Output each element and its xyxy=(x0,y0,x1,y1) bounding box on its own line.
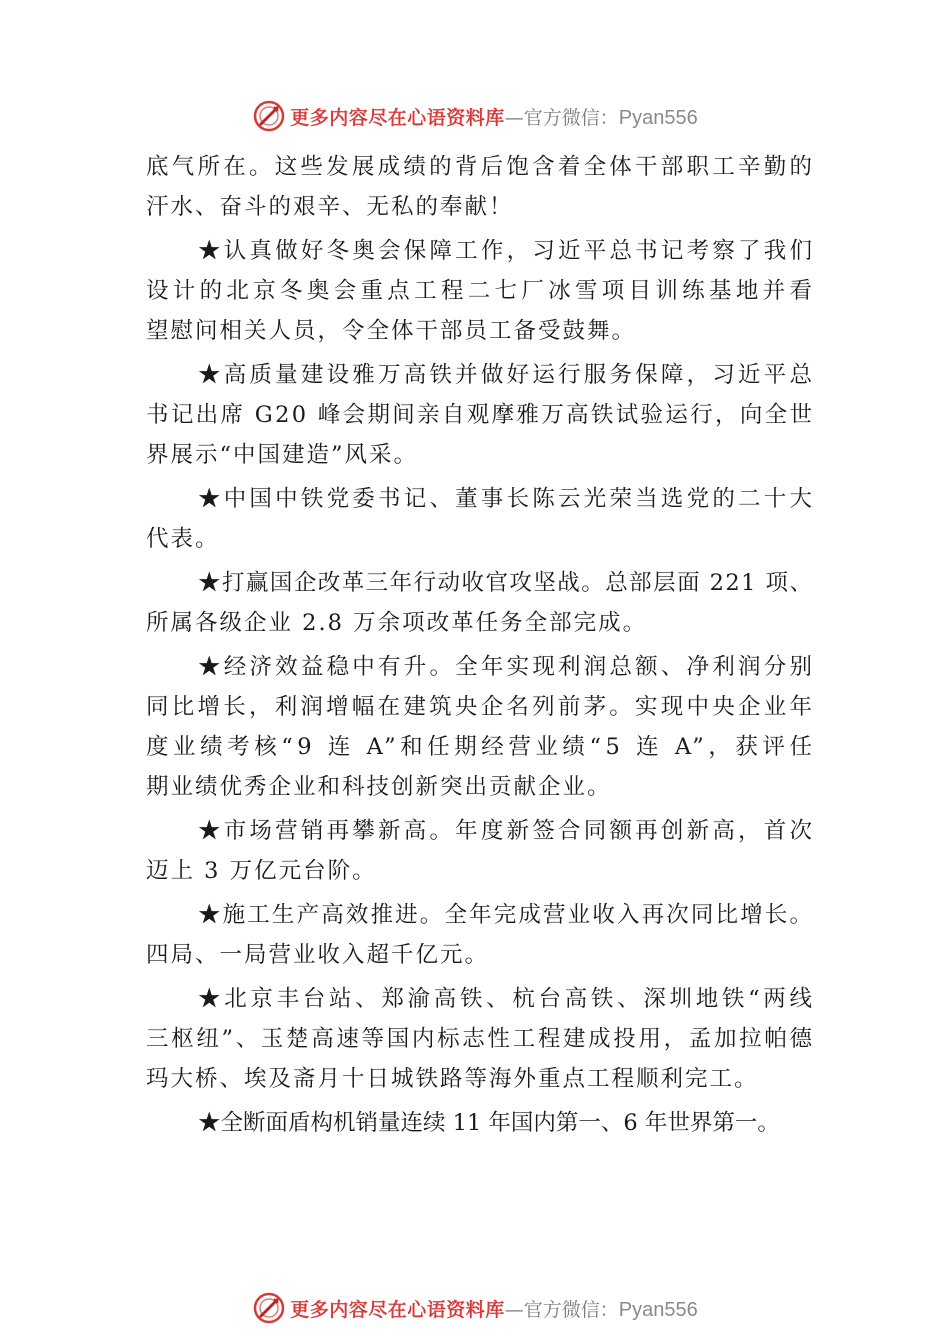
text-line: 期业绩优秀企业和科技创新突出贡献企业。 xyxy=(146,774,612,800)
text-line: 代表。 xyxy=(146,526,220,552)
header-brand-text: 更多内容尽在心语资料库 xyxy=(290,106,505,129)
text-line: ★施工生产高效推进。全年完成营业收入再次同比增长。 xyxy=(198,902,815,928)
footer-contact-text: —官方微信：Pyan556 xyxy=(504,1298,698,1321)
header-wechat-id: Pyan556 xyxy=(618,106,698,129)
text-line: ★北京丰台站、郑渝高铁、杭台高铁、深圳地铁“两线 xyxy=(198,986,816,1012)
text-line: ★高质量建设雅万高铁并做好运行服务保障，习近平总 xyxy=(198,362,816,388)
text-line: 迈上 3 万亿元台阶。 xyxy=(146,858,377,884)
brand-logo-icon xyxy=(252,1291,286,1325)
text-line: 同比增长，利润增幅在建筑央企名列前茅。实现中央企业年 xyxy=(146,694,816,720)
brand-logo-icon xyxy=(252,99,286,133)
footer-brand-text: 更多内容尽在心语资料库 xyxy=(290,1298,505,1321)
text-line: 玛大桥、埃及斋月十日城铁路等海外重点工程顺利完工。 xyxy=(146,1066,759,1092)
text-line: 界展示“中国建造”风采。 xyxy=(146,442,419,468)
text-line: ★全断面盾构机销量连续 11 年国内第一、6 年世界第一。 xyxy=(198,1110,780,1136)
text-line: 书记出席 G20 峰会期间亲自观摩雅万高铁试验运行，向全世 xyxy=(146,402,815,428)
text-line: 所属各级企业 2.8 万余项改革任务全部完成。 xyxy=(146,610,648,636)
header-contact-text: —官方微信：Pyan556 xyxy=(504,106,698,129)
text-line: ★经济效益稳中有升。全年实现利润总额、净利润分别 xyxy=(198,654,816,680)
text-line: ★中国中铁党委书记、董事长陈云光荣当选党的二十大 xyxy=(198,486,816,512)
text-line: ★市场营销再攀新高。年度新签合同额再创新高，首次 xyxy=(198,818,816,844)
text-line: 底气所在。这些发展成绩的背后饱含着全体干部职工辛勤的 xyxy=(146,154,816,180)
footer-wechat-id: Pyan556 xyxy=(618,1298,698,1321)
text-line: 度业绩考核“9 连 A”和任期经营业绩“5 连 A”，获评任 xyxy=(146,734,817,760)
text-line: 四局、一局营业收入超千亿元。 xyxy=(146,942,490,968)
text-line: 三枢纽”、玉楚高速等国内标志性工程建成投用，孟加拉帕德 xyxy=(146,1026,815,1052)
body-text xyxy=(146,147,817,1143)
header-watermark-banner xyxy=(0,96,950,136)
text-line: ★打赢国企改革三年行动收官攻坚战。总部层面 221 项、 xyxy=(198,570,814,596)
text-line: ★认真做好冬奥会保障工作，习近平总书记考察了我们 xyxy=(198,238,816,264)
text-line: 设计的北京冬奥会重点工程二七厂冰雪项目训练基地并看 xyxy=(146,278,817,304)
text-line: 汗水、奋斗的艰辛、无私的奉献！ xyxy=(146,194,514,220)
footer-watermark-banner xyxy=(0,1288,950,1328)
text-line: 望慰问相关人员，令全体干部员工备受鼓舞。 xyxy=(146,318,637,344)
